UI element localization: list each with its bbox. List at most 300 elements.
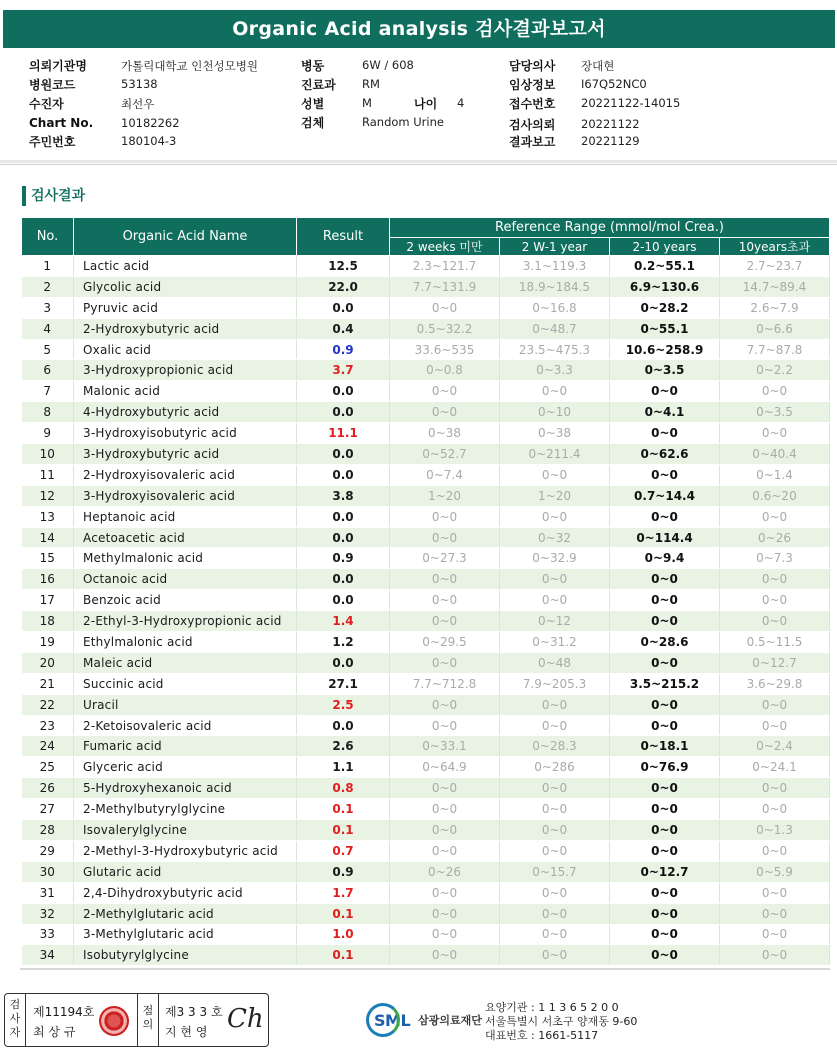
range-2w-1year: 18.9~184.5: [500, 276, 610, 297]
table-row: [22, 297, 830, 318]
result-value: 0.0: [297, 297, 390, 318]
range-2w-1year: 0~0: [500, 903, 610, 924]
row-number: 8: [22, 402, 74, 423]
range-over-10-years: 0~0: [720, 882, 830, 903]
chart-no-value: 10182262: [121, 116, 180, 130]
row-number: 22: [22, 694, 74, 715]
result-value: 0.0: [297, 506, 390, 527]
acid-name: Benzoic acid: [74, 590, 297, 611]
acid-name: Acetoacetic acid: [74, 527, 297, 548]
range-2-10-years: 0~4.1: [610, 402, 720, 423]
table-row: [22, 381, 830, 402]
range-2w-1year: 0~211.4: [500, 444, 610, 465]
sex-value: M: [362, 96, 372, 110]
range-over-10-years: 0~0: [720, 611, 830, 632]
handwritten-signature: Ch: [227, 1004, 264, 1034]
phone: 대표번호 : 1661-5117: [485, 1029, 599, 1042]
table-row: [22, 256, 830, 277]
range-2-10-years: 0~0: [610, 652, 720, 673]
request-date-value: 20221122: [581, 117, 640, 131]
range-2w-1year: 0~0: [500, 464, 610, 485]
range-over-10-years: 0~0: [720, 799, 830, 820]
range-over-10-years: 0~0: [720, 778, 830, 799]
table-row: [22, 339, 830, 360]
ward-label: 병동: [301, 59, 325, 73]
table-row: [22, 903, 830, 924]
dept-value: RM: [362, 77, 380, 91]
range-2w-1year: 0~12: [500, 611, 610, 632]
row-number: 24: [22, 736, 74, 757]
range-2-10-years: 0~0: [610, 840, 720, 861]
range-2w-1year: 0~0: [500, 590, 610, 611]
divider: [0, 160, 837, 163]
acid-name: 2-Methylglutaric acid: [74, 903, 297, 924]
range-over-10-years: 0~3.5: [720, 402, 830, 423]
range-2w-1year: 0~0: [500, 569, 610, 590]
collector-label: 수진자: [29, 97, 64, 111]
range-over-10-years: 0~12.7: [720, 652, 830, 673]
row-number: 16: [22, 569, 74, 590]
acid-name: 2-Ketoisovaleric acid: [74, 715, 297, 736]
row-number: 30: [22, 861, 74, 882]
row-number: 23: [22, 715, 74, 736]
table-row: [22, 652, 830, 673]
result-value: 0.1: [297, 903, 390, 924]
range-2-10-years: 0~0: [610, 778, 720, 799]
range-2-weeks: 0~0: [390, 820, 500, 841]
result-value: 0.0: [297, 715, 390, 736]
doctor-value: 장대현: [581, 59, 615, 73]
range-2-10-years: 0~0: [610, 715, 720, 736]
range-2-weeks: 0~0: [390, 297, 500, 318]
range-2-10-years: 0~0: [610, 799, 720, 820]
range-2w-1year: 0~48.7: [500, 318, 610, 339]
chart-no-label: Chart No.: [29, 116, 94, 130]
lab-address: [485, 1001, 637, 1043]
header-range-1: 2 weeks 미만: [390, 238, 500, 256]
table-row: [22, 360, 830, 381]
acid-name: Maleic acid: [74, 652, 297, 673]
header-range-3: 2-10 years: [610, 238, 720, 256]
table-row: [22, 945, 830, 966]
doctor-label: 담당의사: [509, 59, 556, 73]
range-2-weeks: 0~0: [390, 945, 500, 966]
clinical-label: 임상정보: [509, 78, 556, 92]
range-2w-1year: 0~0: [500, 840, 610, 861]
range-2-10-years: 0~0: [610, 381, 720, 402]
tech-name-2: 지 현 영: [165, 1025, 208, 1039]
result-value: 0.0: [297, 590, 390, 611]
range-2w-1year: 3.1~119.3: [500, 256, 610, 277]
row-number: 5: [22, 339, 74, 360]
range-2-weeks: 2.3~121.7: [390, 256, 500, 277]
range-2-weeks: 0~0: [390, 715, 500, 736]
range-2-10-years: 0~76.9: [610, 757, 720, 778]
age-label: 나이: [414, 97, 438, 111]
range-over-10-years: 0~40.4: [720, 444, 830, 465]
header-range-4: 10years초과: [720, 238, 830, 256]
acid-name: Glycolic acid: [74, 276, 297, 297]
range-2-weeks: 7.7~712.8: [390, 673, 500, 694]
sig-label-2: 점의: [142, 1004, 154, 1031]
divider: [25, 994, 26, 1046]
license-2: 제3 3 3 호: [165, 1005, 223, 1019]
range-over-10-years: 0~24.1: [720, 757, 830, 778]
acid-name: Oxalic acid: [74, 339, 297, 360]
range-over-10-years: 0~0: [720, 506, 830, 527]
table-row: [22, 276, 830, 297]
result-value: 0.1: [297, 799, 390, 820]
range-2w-1year: 0~0: [500, 945, 610, 966]
range-2-10-years: 0~0: [610, 694, 720, 715]
range-2-weeks: 0~0: [390, 799, 500, 820]
table-row: [22, 673, 830, 694]
result-value: 0.9: [297, 548, 390, 569]
table-row: [22, 318, 830, 339]
dept-label: 진료과: [301, 78, 336, 92]
range-2-10-years: 6.9~130.6: [610, 276, 720, 297]
acid-name: Succinic acid: [74, 673, 297, 694]
acid-name: Isovalerylglycine: [74, 820, 297, 841]
age-value: 4: [457, 96, 465, 110]
resident-no-label: 주민번호: [29, 135, 76, 149]
header-result: Result: [297, 218, 390, 256]
row-number: 14: [22, 527, 74, 548]
acid-name: 4-Hydroxybutyric acid: [74, 402, 297, 423]
range-over-10-years: 0.6~20: [720, 485, 830, 506]
range-over-10-years: 0~2.4: [720, 736, 830, 757]
receipt-value: 20221122-14015: [581, 96, 681, 110]
acid-name: Glyceric acid: [74, 757, 297, 778]
result-value: 1.1: [297, 757, 390, 778]
row-number: 26: [22, 778, 74, 799]
range-2-weeks: 0~26: [390, 861, 500, 882]
row-number: 12: [22, 485, 74, 506]
range-2-10-years: 0~0: [610, 423, 720, 444]
range-2-weeks: 0~0: [390, 840, 500, 861]
range-over-10-years: 0~0: [720, 423, 830, 444]
result-value: 3.8: [297, 485, 390, 506]
results-table: [21, 217, 830, 966]
range-2-weeks: 1~20: [390, 485, 500, 506]
range-2w-1year: 0~28.3: [500, 736, 610, 757]
divider: [20, 968, 830, 970]
section-title: 검사결과: [22, 186, 85, 206]
range-2-10-years: 0~9.4: [610, 548, 720, 569]
result-value: 0.4: [297, 318, 390, 339]
row-number: 31: [22, 882, 74, 903]
range-over-10-years: 0~0: [720, 590, 830, 611]
range-2w-1year: 0~0: [500, 924, 610, 945]
collector-value: 최선우: [121, 97, 155, 111]
row-number: 21: [22, 673, 74, 694]
tech-name-1: 최 상 규: [33, 1025, 76, 1039]
row-number: 29: [22, 840, 74, 861]
range-2-weeks: 0~0: [390, 590, 500, 611]
range-2-10-years: 0~0: [610, 924, 720, 945]
divider: [158, 994, 159, 1046]
lab-logo: [366, 1003, 482, 1037]
sex-label: 성별: [301, 97, 325, 111]
lab-name: 삼광의료재단: [418, 1014, 482, 1027]
range-2w-1year: 0~0: [500, 381, 610, 402]
row-number: 33: [22, 924, 74, 945]
range-2w-1year: 0~10: [500, 402, 610, 423]
range-2-weeks: 0~0: [390, 381, 500, 402]
row-number: 6: [22, 360, 74, 381]
receipt-label: 접수번호: [509, 97, 556, 111]
acid-name: Fumaric acid: [74, 736, 297, 757]
range-2-weeks: 0~64.9: [390, 757, 500, 778]
range-over-10-years: 0~1.4: [720, 464, 830, 485]
result-value: 0.0: [297, 464, 390, 485]
range-2-weeks: 0~0: [390, 652, 500, 673]
range-2-10-years: 0~0: [610, 569, 720, 590]
table-row: [22, 632, 830, 653]
row-number: 3: [22, 297, 74, 318]
table-row: [22, 757, 830, 778]
range-2-weeks: 0~0: [390, 694, 500, 715]
range-2w-1year: 7.9~205.3: [500, 673, 610, 694]
range-2w-1year: 0~0: [500, 799, 610, 820]
range-over-10-years: 2.7~23.7: [720, 256, 830, 277]
result-value: 27.1: [297, 673, 390, 694]
lab-logo-icon: [366, 1003, 400, 1037]
specimen-label: 검체: [301, 116, 325, 130]
result-value: 12.5: [297, 256, 390, 277]
patient-info: [0, 56, 837, 156]
row-number: 4: [22, 318, 74, 339]
acid-name: 3-Hydroxypropionic acid: [74, 360, 297, 381]
table-row: [22, 506, 830, 527]
range-2w-1year: 0~0: [500, 820, 610, 841]
hospital-code-value: 53138: [121, 77, 158, 91]
range-2w-1year: 0~0: [500, 715, 610, 736]
result-value: 0.0: [297, 381, 390, 402]
table-row: [22, 924, 830, 945]
table-row: [22, 715, 830, 736]
table-row: [22, 590, 830, 611]
acid-name: Lactic acid: [74, 256, 297, 277]
range-2w-1year: 0~286: [500, 757, 610, 778]
range-2-weeks: 0~0: [390, 402, 500, 423]
range-2w-1year: 0~38: [500, 423, 610, 444]
range-2-10-years: 0~12.7: [610, 861, 720, 882]
range-2-10-years: 0~62.6: [610, 444, 720, 465]
range-2-weeks: 0~0: [390, 506, 500, 527]
range-2w-1year: 0~3.3: [500, 360, 610, 381]
result-value: 1.7: [297, 882, 390, 903]
row-number: 9: [22, 423, 74, 444]
table-row: [22, 527, 830, 548]
range-2w-1year: 0~32: [500, 527, 610, 548]
acid-name: 3-Hydroxybutyric acid: [74, 444, 297, 465]
header-range-2: 2 W-1 year: [500, 238, 610, 256]
report-date-label: 결과보고: [509, 135, 556, 149]
range-over-10-years: 0~0: [720, 694, 830, 715]
result-value: 0.9: [297, 339, 390, 360]
result-value: 0.8: [297, 778, 390, 799]
range-over-10-years: 7.7~87.8: [720, 339, 830, 360]
result-value: 0.0: [297, 444, 390, 465]
range-over-10-years: 3.6~29.8: [720, 673, 830, 694]
range-2w-1year: 23.5~475.3: [500, 339, 610, 360]
range-over-10-years: 14.7~89.4: [720, 276, 830, 297]
table-row: [22, 799, 830, 820]
range-2-weeks: 0~0: [390, 527, 500, 548]
range-2-10-years: 0~0: [610, 820, 720, 841]
result-value: 0.1: [297, 945, 390, 966]
header-no: No.: [22, 218, 74, 256]
row-number: 1: [22, 256, 74, 277]
acid-name: Methylmalonic acid: [74, 548, 297, 569]
divider: [0, 164, 837, 165]
acid-name: 2,4-Dihydroxybutyric acid: [74, 882, 297, 903]
acid-name: Uracil: [74, 694, 297, 715]
acid-name: 2-Hydroxyisovaleric acid: [74, 464, 297, 485]
range-2-weeks: 0~33.1: [390, 736, 500, 757]
result-value: 0.9: [297, 861, 390, 882]
range-2w-1year: 0~48: [500, 652, 610, 673]
range-2-weeks: 0~0: [390, 903, 500, 924]
range-2-weeks: 0~29.5: [390, 632, 500, 653]
range-over-10-years: 0~7.3: [720, 548, 830, 569]
range-2-weeks: 0~0.8: [390, 360, 500, 381]
range-2-10-years: 0.2~55.1: [610, 256, 720, 277]
acid-name: 2-Hydroxybutyric acid: [74, 318, 297, 339]
row-number: 19: [22, 632, 74, 653]
row-number: 17: [22, 590, 74, 611]
acid-name: Glutaric acid: [74, 861, 297, 882]
acid-name: 3-Hydroxyisovaleric acid: [74, 485, 297, 506]
range-2-weeks: 0~38: [390, 423, 500, 444]
divider: [137, 994, 138, 1046]
range-2-weeks: 0~27.3: [390, 548, 500, 569]
table-row: [22, 882, 830, 903]
result-value: 1.2: [297, 632, 390, 653]
table-row: [22, 485, 830, 506]
range-2-10-years: 0~0: [610, 882, 720, 903]
row-number: 34: [22, 945, 74, 966]
row-number: 25: [22, 757, 74, 778]
range-2w-1year: 0~32.9: [500, 548, 610, 569]
acid-name: 3-Hydroxyisobutyric acid: [74, 423, 297, 444]
range-over-10-years: 0~5.9: [720, 861, 830, 882]
clinical-value: I67Q52NC0: [581, 77, 647, 91]
range-2-weeks: 0~0: [390, 924, 500, 945]
range-2-10-years: 0.7~14.4: [610, 485, 720, 506]
range-over-10-years: 0~0: [720, 381, 830, 402]
row-number: 2: [22, 276, 74, 297]
range-2w-1year: 0~0: [500, 778, 610, 799]
acid-name: 5-Hydroxyhexanoic acid: [74, 778, 297, 799]
institution-number: 요양기관 : 1 1 3 6 5 2 0 0: [485, 1001, 619, 1014]
table-row: [22, 444, 830, 465]
range-over-10-years: 0~1.3: [720, 820, 830, 841]
range-2-10-years: 0~0: [610, 611, 720, 632]
range-over-10-years: 0~0: [720, 924, 830, 945]
range-over-10-years: 0~0: [720, 903, 830, 924]
range-over-10-years: 0.5~11.5: [720, 632, 830, 653]
range-over-10-years: 0~2.2: [720, 360, 830, 381]
result-value: 2.5: [297, 694, 390, 715]
range-2w-1year: 0~0: [500, 506, 610, 527]
range-over-10-years: 0~26: [720, 527, 830, 548]
result-value: 11.1: [297, 423, 390, 444]
row-number: 13: [22, 506, 74, 527]
range-2w-1year: 0~15.7: [500, 861, 610, 882]
table-row: [22, 548, 830, 569]
acid-name: 2-Methylbutyrylglycine: [74, 799, 297, 820]
range-over-10-years: 0~6.6: [720, 318, 830, 339]
range-2-weeks: 0~7.4: [390, 464, 500, 485]
row-number: 15: [22, 548, 74, 569]
range-2-weeks: 33.6~535: [390, 339, 500, 360]
row-number: 20: [22, 652, 74, 673]
range-over-10-years: 0~0: [720, 569, 830, 590]
license-1: 제11194호: [33, 1005, 95, 1019]
header-name: Organic Acid Name: [74, 218, 297, 256]
result-value: 0.0: [297, 402, 390, 423]
result-value: 0.7: [297, 840, 390, 861]
acid-name: Isobutyrylglycine: [74, 945, 297, 966]
table-row: [22, 569, 830, 590]
range-2-10-years: 0~114.4: [610, 527, 720, 548]
table-row: [22, 820, 830, 841]
acid-name: 2-Methyl-3-Hydroxybutyric acid: [74, 840, 297, 861]
range-2-10-years: 0~0: [610, 464, 720, 485]
acid-name: Ethylmalonic acid: [74, 632, 297, 653]
acid-name: Malonic acid: [74, 381, 297, 402]
table-row: [22, 778, 830, 799]
table-row: [22, 464, 830, 485]
request-date-label: 검사의뢰: [509, 118, 556, 132]
row-number: 32: [22, 903, 74, 924]
row-number: 18: [22, 611, 74, 632]
result-value: 0.1: [297, 820, 390, 841]
range-2-10-years: 10.6~258.9: [610, 339, 720, 360]
range-over-10-years: 2.6~7.9: [720, 297, 830, 318]
range-2-10-years: 0~3.5: [610, 360, 720, 381]
range-over-10-years: 0~0: [720, 840, 830, 861]
result-value: 1.0: [297, 924, 390, 945]
acid-name: 3-Methylglutaric acid: [74, 924, 297, 945]
table-row: [22, 694, 830, 715]
result-value: 0.0: [297, 652, 390, 673]
result-value: 0.0: [297, 569, 390, 590]
table-row: [22, 611, 830, 632]
specimen-value: Random Urine: [362, 115, 444, 129]
table-row: [22, 840, 830, 861]
range-2-10-years: 3.5~215.2: [610, 673, 720, 694]
range-2w-1year: 1~20: [500, 485, 610, 506]
range-2-10-years: 0~0: [610, 590, 720, 611]
range-2-weeks: 0~0: [390, 569, 500, 590]
result-value: 22.0: [297, 276, 390, 297]
result-value: 1.4: [297, 611, 390, 632]
range-over-10-years: 0~0: [720, 715, 830, 736]
sig-label-1: 검사자: [9, 998, 21, 1039]
table-row: [22, 861, 830, 882]
range-over-10-years: 0~0: [720, 945, 830, 966]
row-number: 11: [22, 464, 74, 485]
lab-brand: SML: [374, 1010, 411, 1030]
acid-name: Heptanoic acid: [74, 506, 297, 527]
report-title: Organic Acid analysis 검사결과보고서: [3, 10, 835, 48]
table-row: [22, 736, 830, 757]
range-2-weeks: 0~0: [390, 611, 500, 632]
range-2w-1year: 0~0: [500, 882, 610, 903]
